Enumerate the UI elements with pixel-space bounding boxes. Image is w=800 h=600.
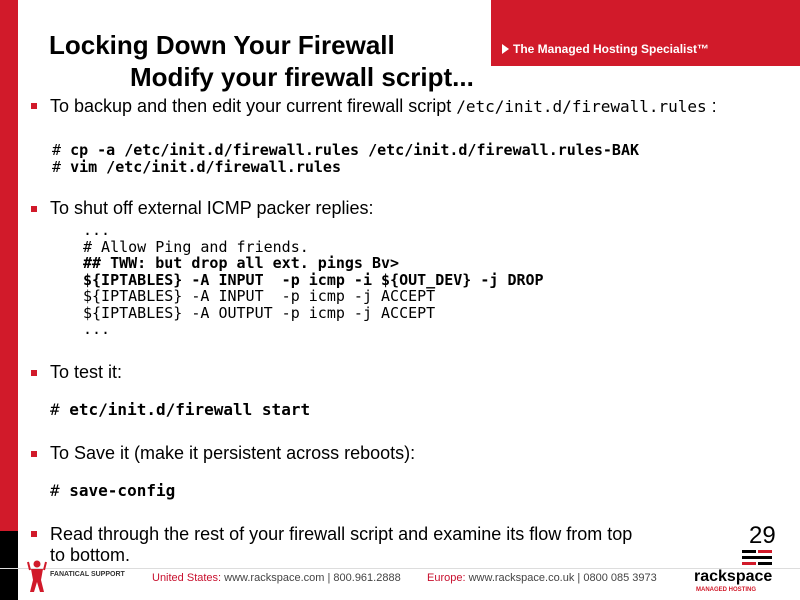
- left-footer-bar: [0, 531, 18, 600]
- bullet-marker: [31, 531, 37, 537]
- code-prompt: #: [52, 141, 71, 159]
- bullet-marker: [31, 103, 37, 109]
- icmp-code-block: [83, 222, 544, 338]
- bullet-1-label: To backup and then edit your current firewall script: [50, 96, 457, 116]
- tagline-box: [491, 0, 800, 66]
- page-subtitle: Modify your firewall script...: [130, 62, 474, 92]
- footer-separator: |: [574, 572, 584, 584]
- bullet-4-text: To Save it (make it persistent across reboots):: [50, 443, 416, 463]
- backup-code-block: [52, 142, 639, 175]
- footer-eu: [427, 572, 657, 584]
- footer-eu-label: Europe:: [427, 572, 466, 584]
- left-accent-bar: [0, 0, 18, 531]
- bullet-marker: [31, 370, 37, 376]
- footer-eu-phone: 0800 085 3973: [583, 572, 657, 584]
- top-white-area: [18, 0, 491, 22]
- fanatical-support-logo: [28, 556, 125, 596]
- code-line: ${IPTABLES} -A INPUT -p icmp -i ${OUT_DEV} -j DROP: [83, 270, 544, 289]
- page-number: 29: [749, 522, 776, 549]
- code-line: ${IPTABLES} -A OUTPUT -p icmp -j ACCEPT: [83, 303, 436, 322]
- page-title: Locking Down Your Firewall: [49, 30, 395, 60]
- code-prompt: #: [50, 481, 70, 500]
- footer-us-label: United States:: [152, 572, 222, 584]
- bullet-1-text: [50, 96, 717, 117]
- footer-eu-link[interactable]: www.rackspace.co.uk: [468, 572, 575, 584]
- bullet-1-suffix: :: [706, 96, 717, 116]
- bullet-2-text: To shut off external ICMP packer replies:: [50, 198, 374, 218]
- code-prompt: #: [52, 157, 71, 176]
- code-line: ${IPTABLES} -A INPUT -p icmp -j ACCEPT: [83, 287, 436, 305]
- tagline: [502, 42, 709, 56]
- rackspace-subtext: MANAGED HOSTING: [696, 587, 756, 593]
- tagline-text: The Managed Hosting Specialist™: [513, 42, 710, 56]
- rackspace-wordmark: rackspace: [694, 568, 773, 585]
- code-command: cp -a /etc/init.d/firewall.rules /etc/init.d/firewall.rules-BAK: [70, 141, 640, 159]
- code-prompt: #: [50, 400, 70, 419]
- code-line: [52, 142, 639, 159]
- code-command: etc/init.d/firewall start: [69, 400, 311, 419]
- bullet-3-text: To test it:: [50, 362, 123, 382]
- code-line: ...: [83, 320, 111, 338]
- fanatical-logo-text: FANATICAL SUPPORT: [50, 571, 125, 578]
- footer-us-link[interactable]: www.rackspace.com: [224, 572, 325, 584]
- bullet-1-path: /etc/init.d/firewall.rules: [456, 97, 707, 116]
- bullet-5-line-1: Read through the rest of your firewall script and examine its flow from top: [50, 524, 633, 544]
- footer-separator: |: [324, 572, 334, 584]
- footer-divider: [0, 568, 800, 569]
- code-line: # Allow Ping and friends.: [83, 237, 309, 256]
- bullet-marker: [31, 451, 37, 457]
- code-line: [52, 159, 639, 176]
- play-triangle-icon: [502, 44, 509, 54]
- test-code-line: [50, 402, 310, 419]
- bullet-5-text: [50, 524, 632, 566]
- rackspace-logo: [694, 548, 786, 596]
- code-line: ...: [83, 221, 111, 239]
- save-code-line: [50, 483, 175, 500]
- bullet-5-line-2: to bottom.: [50, 545, 131, 565]
- code-command: vim /etc/init.d/firewall.rules: [70, 157, 341, 176]
- code-line: ## TWW: but drop all ext. pings Bv>: [83, 254, 400, 272]
- footer-us: [152, 572, 401, 584]
- code-command: save-config: [69, 481, 176, 500]
- footer-us-phone: 800.961.2888: [333, 572, 401, 584]
- bullet-marker: [31, 206, 37, 212]
